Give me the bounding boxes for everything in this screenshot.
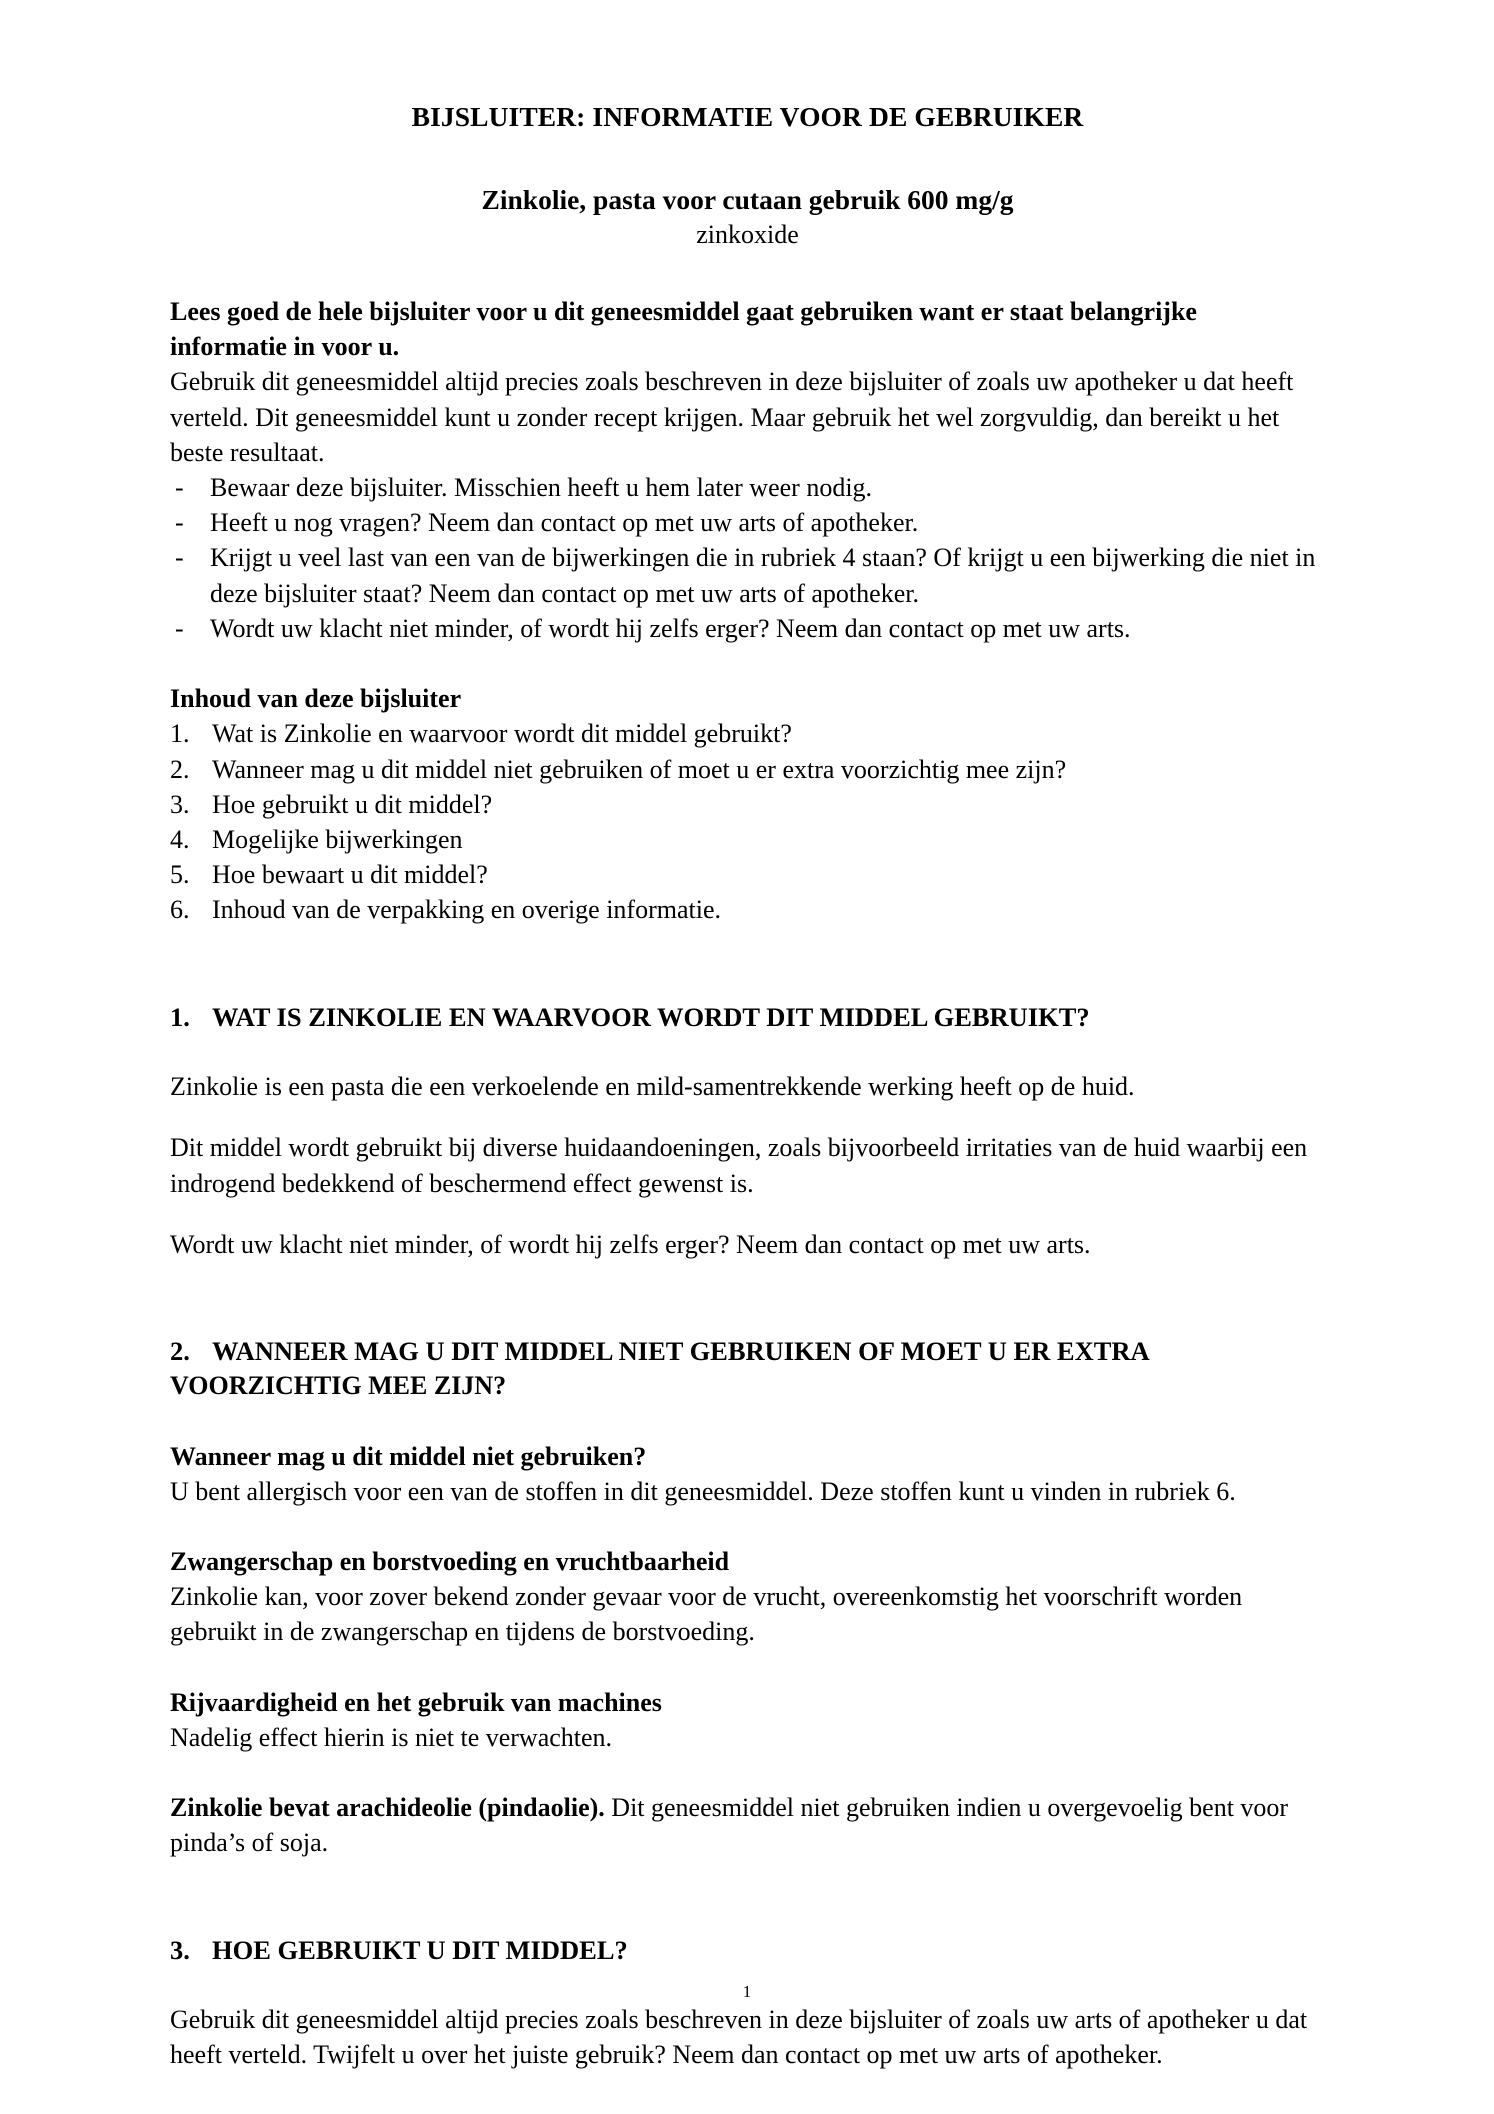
- list-item: [170, 857, 1325, 892]
- list-item-number: 3.: [170, 789, 190, 819]
- section-3-heading: [170, 1933, 1325, 1967]
- document-content: [170, 100, 1325, 2072]
- section-1-paragraph-2: Dit middel wordt gebruikt bij diverse huidaandoeningen, zoals bijvoorbeeld irritaties van de huid waarbij een indrogend bedekkend of beschermend effect gewenst is.: [170, 1133, 1308, 1198]
- section-2-sub-1-text: U bent allergisch voor een van de stoffen in dit geneesmiddel. Deze stoffen kunt u vinden in rubriek 6.: [170, 1476, 1236, 1506]
- document-title: BIJSLUITER: INFORMATIE VOOR DE GEBRUIKER: [411, 101, 1084, 132]
- section-2-heading-line-2: VOORZICHTIG MEE ZIJN?: [170, 1371, 507, 1401]
- section-1-heading: [170, 1000, 1325, 1034]
- intro-lead-line-2: informatie in voor u.: [170, 332, 400, 362]
- intro-lead-line-1: Lees goed de hele bijsluiter voor u dit geneesmiddel gaat gebruiken want er staat belangrijke: [170, 296, 1197, 326]
- section-2-heading: [170, 1334, 1325, 1368]
- section-2-sub-4: [170, 1790, 1325, 1860]
- list-item-label: Wat is Zinkolie en waarvoor wordt dit middel gebruikt?: [212, 719, 792, 749]
- dash-marker: -: [175, 508, 184, 538]
- list-item: [170, 470, 1325, 505]
- list-item: [170, 611, 1325, 646]
- list-item-number: 4.: [170, 824, 190, 854]
- list-item-number: 1.: [170, 719, 190, 749]
- section-2-sub-4-heading: Zinkolie bevat arachideolie (pindaolie).: [170, 1793, 605, 1823]
- section-number: 3.: [170, 1934, 190, 1965]
- product-name: Zinkolie, pasta voor cutaan gebruik 600 mg/g: [481, 184, 1014, 216]
- list-item-label: Bewaar deze bijsluiter. Misschien heeft u hem later weer nodig.: [210, 473, 873, 503]
- toc-heading: Inhoud van deze bijsluiter: [170, 684, 462, 714]
- list-item-number: 5.: [170, 860, 190, 890]
- dash-marker: -: [175, 543, 184, 573]
- section-2-sub-2-heading: Zwangerschap en borstvoeding en vruchtbaarheid: [170, 1547, 730, 1577]
- list-item-label: Wanneer mag u dit middel niet gebruiken of moet u er extra voorzichtig mee zijn?: [212, 754, 1067, 784]
- list-item: [170, 822, 1325, 857]
- intro-paragraph: Gebruik dit geneesmiddel altijd precies zoals beschreven in deze bijsluiter of zoals uw apotheker u dat heeft verteld. Dit geneesmiddel kunt u zonder recept krijgen. Maar gebruik het wel zorgvuldig, dan bereikt u het beste resultaat.: [170, 367, 1294, 467]
- active-substance: zinkoxide: [696, 220, 799, 250]
- section-2-sub-1-heading: Wanneer mag u dit middel niet gebruiken?: [170, 1441, 647, 1471]
- section-1-paragraph-3: Wordt uw klacht niet minder, of wordt hij zelfs erger? Neem dan contact op met uw arts.: [170, 1229, 1091, 1259]
- list-item-number: 2.: [170, 754, 190, 784]
- list-item-label: Heeft u nog vragen? Neem dan contact op met uw arts of apotheker.: [210, 508, 919, 538]
- list-item: [170, 787, 1325, 822]
- section-number: 2.: [170, 1335, 190, 1366]
- list-item-label: Krijgt u veel last van een van de bijwerkingen die in rubriek 4 staan? Of krijgt u een bijwerking die niet in deze bijsluiter staat? Neem dan contact op met uw arts of apotheker.: [210, 543, 1316, 608]
- list-item-label: Hoe bewaart u dit middel?: [212, 860, 488, 890]
- toc-list: [170, 716, 1325, 927]
- dash-marker: -: [175, 613, 184, 643]
- list-item: [170, 752, 1325, 787]
- list-item-label: Mogelijke bijwerkingen: [212, 824, 463, 854]
- dash-marker: -: [175, 473, 184, 503]
- section-heading-label: WAT IS ZINKOLIE EN WAARVOOR WORDT DIT MIDDEL GEBRUIKT?: [212, 1001, 1090, 1032]
- list-item: [170, 716, 1325, 751]
- section-number: 1.: [170, 1001, 190, 1032]
- section-2-sub-2-text: Zinkolie kan, voor zover bekend zonder gevaar voor de vrucht, overeenkomstig het voorschrift worden gebruikt in de zwangerschap en tijdens de borstvoeding.: [170, 1582, 1243, 1647]
- list-item-label: Inhoud van de verpakking en overige informatie.: [212, 895, 721, 925]
- list-item: [170, 892, 1325, 927]
- intro-bullet-list: [170, 470, 1325, 646]
- section-3-paragraph-1: Gebruik dit geneesmiddel altijd precies zoals beschreven in deze bijsluiter of zoals uw arts of apotheker u dat heeft verteld. Twijfelt u over het juiste gebruik? Neem dan contact op met uw arts of apotheker.: [170, 2005, 1308, 2070]
- page-number: 1: [742, 1982, 752, 2001]
- section-2-sub-4-text: Dit geneesmiddel niet gebruiken indien u overgevoelig bent voor pinda’s of soja.: [170, 1793, 1289, 1858]
- list-item: [170, 505, 1325, 540]
- list-item: [170, 540, 1325, 610]
- section-heading-label: HOE GEBRUIKT U DIT MIDDEL?: [212, 1934, 628, 1965]
- list-item-number: 6.: [170, 895, 190, 925]
- section-2-sub-3-text: Nadelig effect hierin is niet te verwachten.: [170, 1722, 613, 1752]
- section-2-sub-3-heading: Rijvaardigheid en het gebruik van machines: [170, 1687, 662, 1717]
- section-1-paragraph-1: Zinkolie is een pasta die een verkoelende en mild-samentrekkende werking heeft op de huid.: [170, 1072, 1135, 1102]
- section-heading-label-line-1: WANNEER MAG U DIT MIDDEL NIET GEBRUIKEN OF MOET U ER EXTRA: [212, 1335, 1150, 1366]
- list-item-label: Wordt uw klacht niet minder, of wordt hij zelfs erger? Neem dan contact op met uw arts.: [210, 613, 1131, 643]
- list-item-label: Hoe gebruikt u dit middel?: [212, 789, 493, 819]
